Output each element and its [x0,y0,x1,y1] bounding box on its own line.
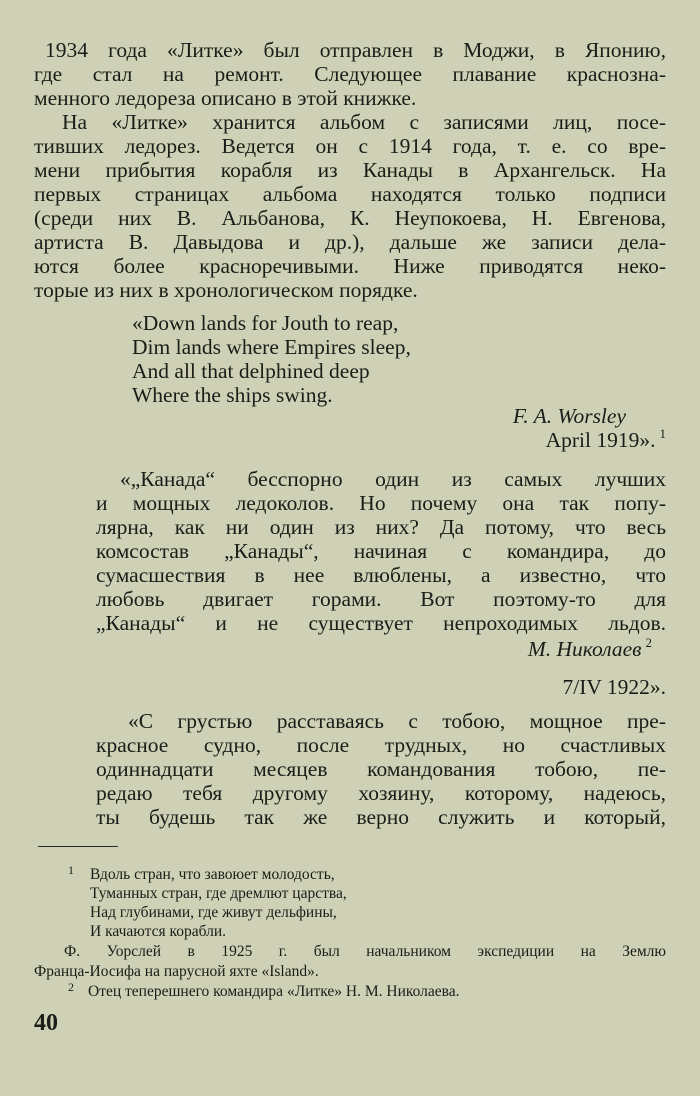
body-line: ются более красноречивыми. Ниже приводятся неко- [34,254,666,278]
footnote-mark: 2 [68,980,74,994]
quote1-signature-line [528,637,652,664]
body-line: менного ледореза описано в этой книжке. [34,86,417,110]
poem-signature: F. A. Worsley [512,404,626,428]
quote1-signature: М. Николаев [527,637,642,661]
footnote-line: Над глубинами, где живут дельфины, [90,904,337,921]
body-line: мени прибытия корабля из Канады в Архангельск. На [34,158,666,182]
poem-line: «Down lands for Jouth to reap, [132,311,399,335]
poem-line: Where the ships swing. [132,383,333,407]
footnote-mark: 1 [659,426,666,441]
poem-line: And all that delphined deep [132,359,370,383]
body-line: торые из них в хронологическом порядке. [34,278,418,302]
quote-line: красное судно, после трудных, но счастливых [96,733,666,757]
quote-line: ты будешь так же верно служить и который, [96,805,666,829]
body-line: 1934 года «Литке» был отправлен в Моджи, в Японию, [45,38,666,62]
footnote-line: Франца-Иосифа на парусной яхте «Island». [34,963,319,980]
quote-line: одиннадцати месяцев командования тобою, пе- [96,757,666,781]
quote-line: «С грустью расставаясь с тобою, мощное пре- [128,709,666,733]
quote-line: и мощных ледоколов. Но почему она так попу- [96,491,666,515]
poem-date-text: April 1919». [545,428,656,452]
quote-line: редаю тебя другому хозяину, которому, надеюсь, [96,781,666,805]
body-line: первых страницах альбома находятся только подписи [34,182,666,206]
body-line: (среди них В. Альбанова, К. Неупокоева, Н. Евгенова, [34,206,666,230]
footnote-line: Ф. Уорслей в 1925 г. был начальником экспедиции на Землю [64,943,666,960]
body-line: артиста В. Давыдова и др.), дальше же записи дела- [34,230,666,254]
quote-line: лярна, как ни один из них? Да потому, что весь [96,515,666,539]
footnote-line: Туманных стран, где дремлют царства, [90,885,347,902]
quote-line: сумасшествия в нее влюблены, а известно, что [96,563,666,587]
page-number: 40 [34,1010,58,1036]
quote-line: комсостав „Канады“, начиная с командира, до [96,539,666,563]
footnote-mark: 1 [68,863,74,877]
footnote-line: Отец теперешнего командира «Литке» Н. М. Николаева. [88,983,460,1000]
body-line: тивших ледорез. Ведется он с 1914 года, т. е. со вре- [34,134,666,158]
footnote-rule [38,846,118,847]
footnote-mark: 2 [645,635,652,650]
quote-line: любовь двигает горами. Вот поэтому-то для [96,587,666,611]
footnote-line: И качаются корабли. [90,923,227,940]
poem-date [546,428,666,455]
footnote-line: Вдоль стран, что завоюет молодость, [90,866,335,883]
quote1-date: 7/IV 1922». [562,675,666,699]
poem-line: Dim lands where Empires sleep, [132,335,411,359]
quote-line: „Канады“ и не существует непроходимых льдов. [96,611,666,635]
body-line: где стал на ремонт. Следующее плавание краснозна- [34,62,666,86]
quote-line: «„Канада“ бесспорно один из самых лучших [120,467,666,491]
body-line: На «Литке» хранится альбом с записями лиц, посе- [62,110,666,134]
